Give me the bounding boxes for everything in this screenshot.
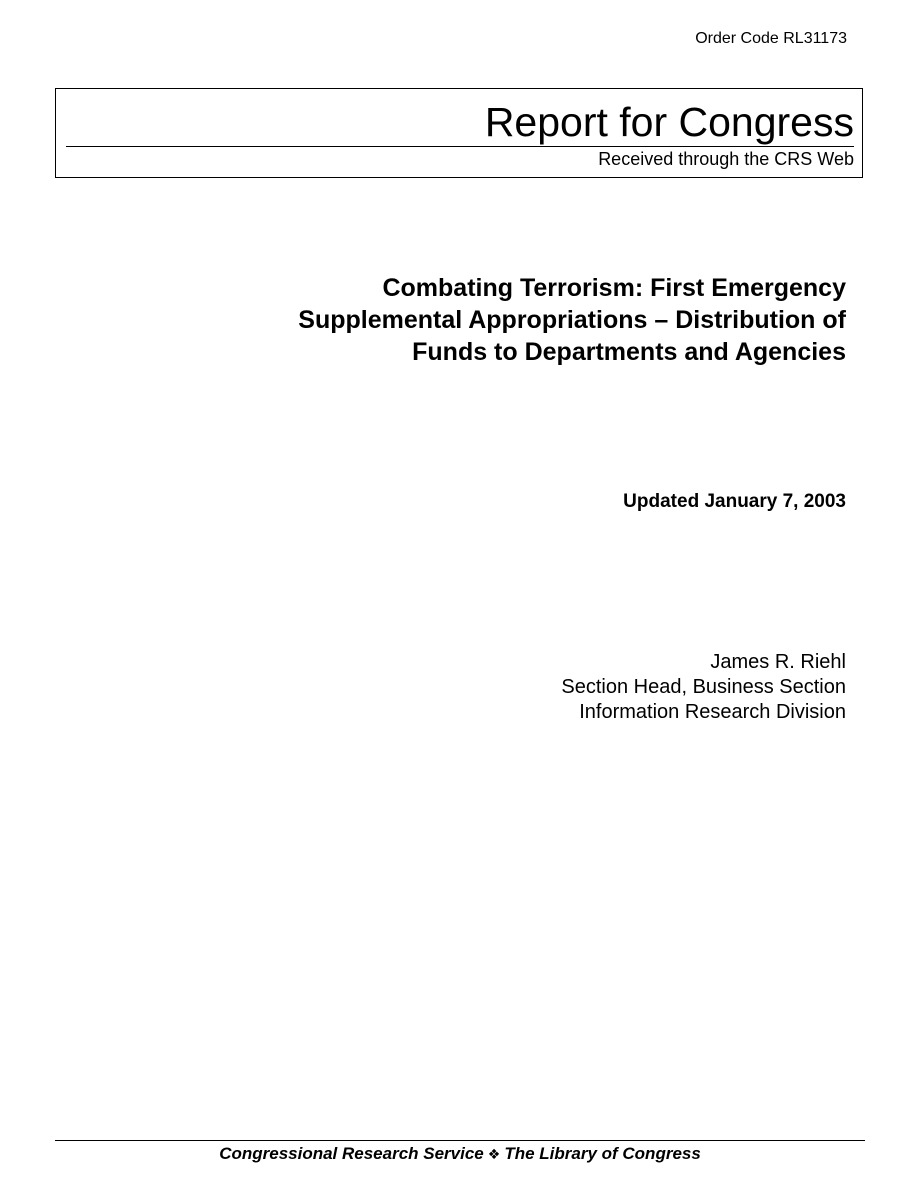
report-title-line: Funds to Departments and Agencies: [412, 338, 846, 366]
order-code: Order Code RL31173: [695, 30, 847, 47]
banner-title: Report for Congress: [484, 99, 854, 145]
author-block: [561, 650, 846, 725]
report-title: [146, 272, 846, 368]
footer: [0, 1143, 920, 1166]
footer-crs: Congressional Research Service: [219, 1144, 484, 1163]
report-title-line: Combating Terrorism: First Emergency: [382, 274, 846, 302]
updated-date: Updated January 7, 2003: [623, 491, 846, 512]
footer-divider: [55, 1140, 865, 1141]
report-title-line: Supplemental Appropriations – Distribution of: [298, 306, 846, 334]
footer-loc: The Library of Congress: [504, 1144, 701, 1163]
author-name: James R. Riehl: [710, 651, 846, 673]
author-division: Information Research Division: [579, 701, 846, 723]
diamond-separator-icon: ❖: [487, 1147, 501, 1163]
report-banner: [55, 88, 863, 178]
author-position: Section Head, Business Section: [561, 676, 846, 698]
banner-divider: [66, 146, 854, 147]
banner-subtitle: Received through the CRS Web: [598, 149, 854, 169]
